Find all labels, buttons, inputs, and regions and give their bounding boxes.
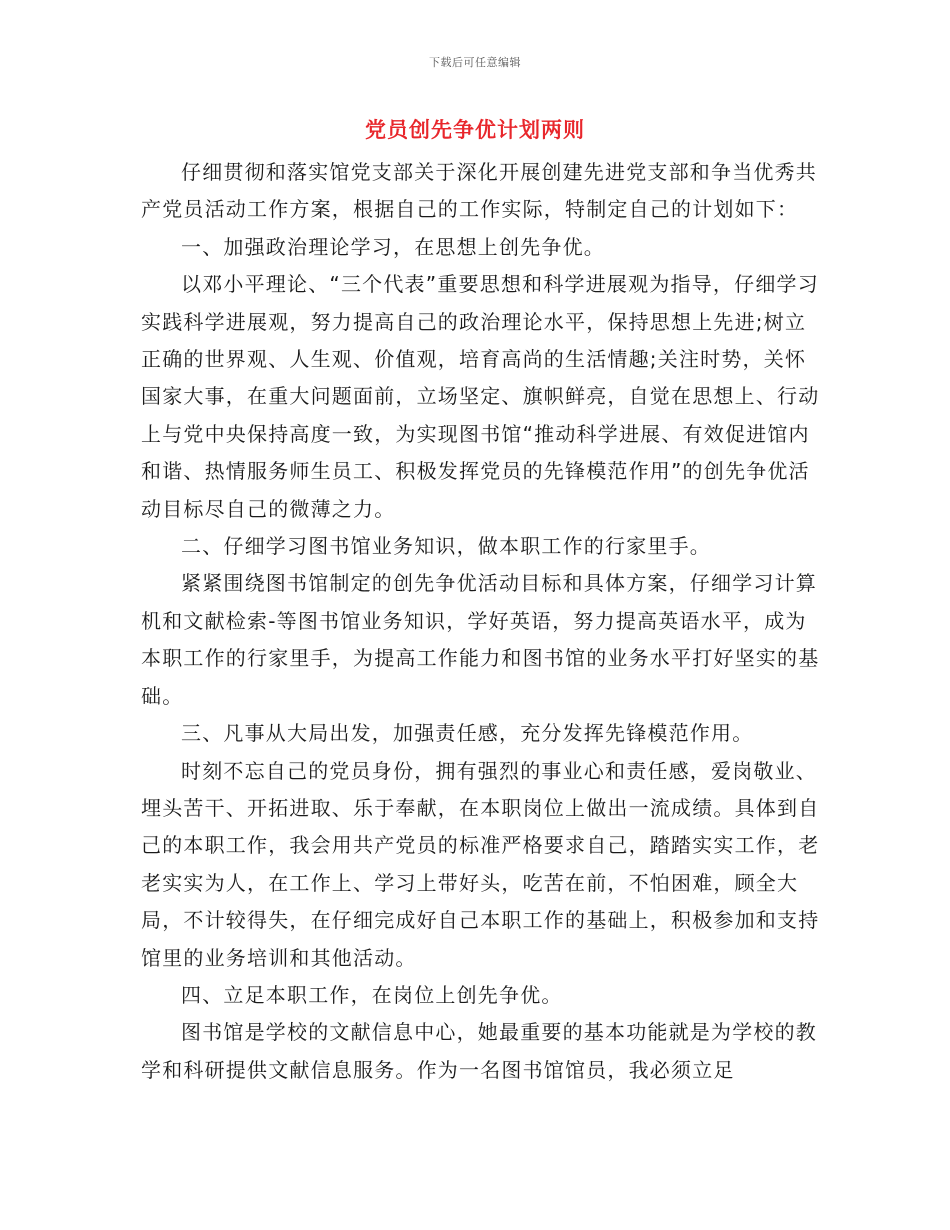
paragraph: 时刻不忘自己的党员身份，拥有强烈的事业心和责任感，爱岗敬业、埋头苦干、开拓进取、乐于奉献，在本职岗位上做出一流成绩。具体到自己的本职工作，我会用共产党员的标准严格要求自己，踏踏实实工作，老老实实为人，在工作上、学习上带好头，吃苦在前，不怕困难，顾全大局，不计较得失，在仔细完成好自己本职工作的基础上，积极参加和支持馆里的业务培训和其他活动。 [141, 758, 820, 970]
paragraph: 仔细贯彻和落实馆党支部关于深化开展创建先进党支部和争当优秀共产党员活动工作方案，根据自己的工作实际，特制定自己的计划如下： [141, 160, 817, 222]
document-title: 党员创先争优计划两则 [365, 118, 585, 142]
document-body [141, 154, 821, 1089]
paragraph: 以邓小平理论、“三个代表”重要思想和科学进展观为指导，仔细学习实践科学进展观，努力提高自己的政治理论水平，保持思想上先进;树立正确的世界观、人生观、价值观，培育高尚的生活情趣;关注时势，关怀国家大事，在重大问题面前，立场坚定、旗帜鲜亮，自觉在思想上、行动上与党中央保持高度一致，为实现图书馆“推动科学进展、有效促进馆内和谐、热情服务师生员工、积极发挥党员的先锋模范作用”的创先争优活动目标尽自己的微薄之力。 [141, 272, 820, 521]
section-heading: 四、立足本职工作，在岗位上创先争优。 [181, 982, 563, 1007]
section-heading: 三、凡事从大局出发，加强责任感，充分发挥先锋模范作用。 [181, 721, 754, 746]
page-header: 下载后可任意编辑 [429, 56, 521, 69]
section-heading: 二、仔细学习图书馆业务知识，做本职工作的行家里手。 [181, 534, 711, 559]
paragraph: 图书馆是学校的文献信息中心，她最重要的基本功能就是为学校的教学和科研提供文献信息服务。作为一名图书馆馆员，我必须立足 [141, 1020, 817, 1082]
paragraph: 紧紧围绕图书馆制定的创先争优活动目标和具体方案，仔细学习计算机和文献检索-等图书馆业务知识，学好英语，努力提高英语水平，成为本职工作的行家里手，为提高工作能力和图书馆的业务水平打好坚实的基础。 [141, 571, 820, 708]
section-heading: 一、加强政治理论学习，在思想上创先争优。 [181, 234, 605, 259]
